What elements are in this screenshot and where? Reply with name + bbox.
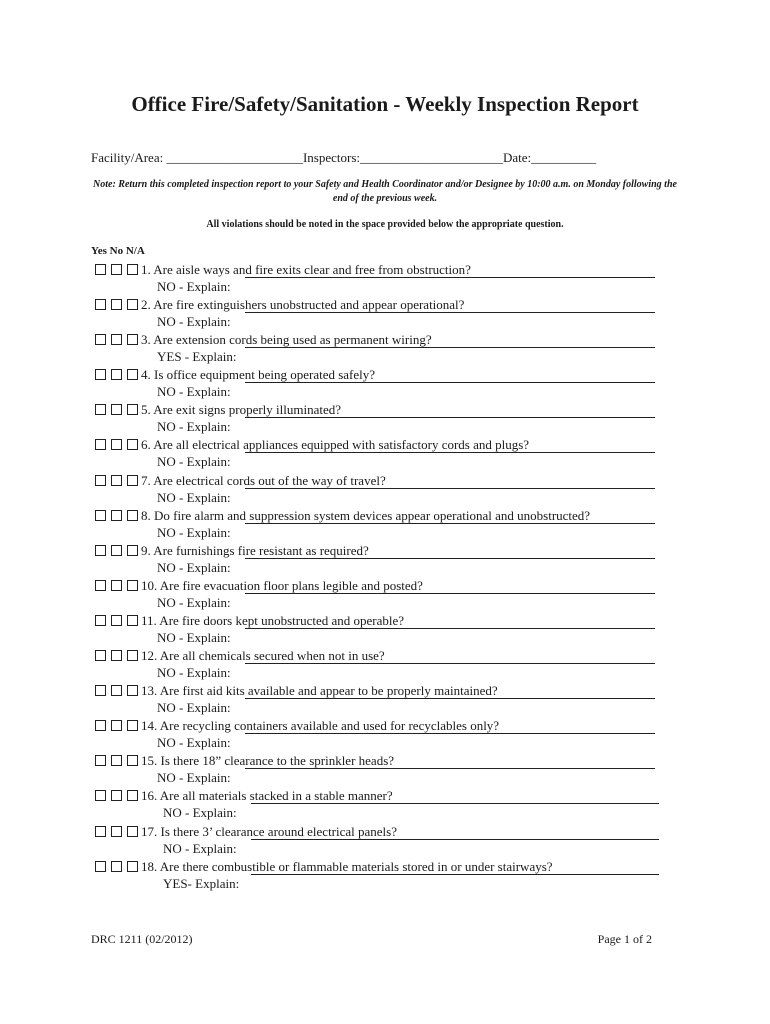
explain-answer-line[interactable] [245,347,655,348]
explain-label: YES- Explain: [163,875,240,891]
na-checkbox[interactable] [127,685,138,696]
question-item [95,787,665,822]
explain-label: NO - Explain: [157,384,231,400]
explain-answer-line[interactable] [245,593,655,594]
page-number: Page 1 of 2 [597,932,652,946]
question-item [95,752,665,787]
question-item [95,366,665,401]
explain-answer-line[interactable] [245,523,655,524]
question-item [95,717,665,752]
no-checkbox[interactable] [111,439,122,450]
question-text: 18. Are there combustible or flammable materials stored in or under stairways? [141,858,553,874]
question-line [95,331,432,348]
yes-checkbox[interactable] [95,404,106,415]
explain-row [157,453,231,470]
yes-checkbox[interactable] [95,334,106,345]
explain-row [163,840,237,857]
question-item [95,436,665,471]
explain-answer-line[interactable] [251,839,659,840]
explain-label: NO - Explain: [157,665,231,681]
question-text: 10. Are fire evacuation floor plans legible and posted? [141,577,423,593]
question-item [95,682,665,717]
yes-checkbox[interactable] [95,720,106,731]
question-line [95,823,397,840]
question-line [95,647,385,664]
question-item [95,647,665,682]
question-text: 1. Are aisle ways and fire exits clear and free from obstruction? [141,262,471,277]
explain-row [157,559,231,576]
question-item [95,577,665,612]
question-line [95,682,498,699]
na-checkbox[interactable] [127,510,138,521]
explain-row [157,699,231,716]
explain-label: NO - Explain: [157,700,231,716]
explain-label: NO - Explain: [163,805,237,821]
na-checkbox[interactable] [127,790,138,801]
yes-checkbox[interactable] [95,615,106,626]
no-checkbox[interactable] [111,615,122,626]
na-checkbox[interactable] [127,475,138,486]
question-line [95,787,393,804]
no-checkbox[interactable] [111,650,122,661]
yes-checkbox[interactable] [95,826,106,837]
question-item [95,612,665,647]
explain-answer-line[interactable] [251,803,659,804]
question-text: 12. Are all chemicals secured when not in use? [141,648,385,664]
question-text: 14. Are recycling containers available and used for recyclables only? [141,718,500,734]
na-checkbox[interactable] [127,334,138,345]
question-line [95,858,553,875]
explain-answer-line[interactable] [245,733,655,734]
explain-label: NO - Explain: [157,629,231,645]
explain-answer-line[interactable] [245,312,655,313]
explain-label: NO - Explain: [157,770,231,786]
explain-row [157,278,231,295]
na-checkbox[interactable] [127,755,138,766]
question-text: 16. Are all materials stacked in a stable manner? [141,788,393,804]
no-checkbox[interactable] [111,685,122,696]
no-checkbox[interactable] [111,334,122,345]
explain-label: NO - Explain: [157,735,231,751]
yes-checkbox[interactable] [95,439,106,450]
question-item [95,296,665,331]
explain-label: NO - Explain: [157,489,231,505]
na-checkbox[interactable] [127,650,138,661]
na-checkbox[interactable] [127,826,138,837]
facility-inspectors-date-line: Facility/Area: _____________________Inspectors:______________________Date:__________ [91,150,597,165]
yes-checkbox[interactable] [95,790,106,801]
question-item [95,331,665,366]
question-text: 8. Do fire alarm and suppression system devices appear operational and unobstructed? [141,507,591,523]
explain-label: YES - Explain: [157,349,237,365]
na-checkbox[interactable] [127,861,138,872]
question-text: 9. Are furnishings fire resistant as required? [141,542,369,558]
question-text: 5. Are exit signs properly illuminated? [141,402,342,418]
explain-row [163,875,239,892]
explain-answer-line[interactable] [245,663,655,664]
question-line [95,436,529,453]
question-line [95,472,386,489]
na-checkbox[interactable] [127,369,138,380]
violations-note: All violations should be noted in the space provided below the appropriate question. [206,219,564,230]
no-checkbox[interactable] [111,510,122,521]
yes-checkbox[interactable] [95,264,106,275]
explain-row [163,804,237,821]
question-text: 4. Is office equipment being operated safely? [141,367,376,383]
na-checkbox[interactable] [127,299,138,310]
explain-label: NO - Explain: [163,840,237,856]
return-note: Note: Return this completed inspection report to your Safety and Health Coordinator and/or Designee by 10:00 a.m. on Monday following the end of the previous week. [93,179,677,204]
question-line [95,261,471,278]
answer-column-headers: Yes No N/A [91,245,145,257]
question-text: 3. Are extension cords being used as permanent wiring? [141,332,432,348]
explain-answer-line[interactable] [245,698,655,699]
page-title: Office Fire/Safety/Sanitation - Weekly Inspection Report [131,92,639,116]
question-text: 13. Are first aid kits available and appear to be properly maintained? [141,683,498,699]
question-line [95,366,375,383]
explain-answer-line[interactable] [251,874,659,875]
no-checkbox[interactable] [111,475,122,486]
no-checkbox[interactable] [111,369,122,380]
explain-row [157,418,231,435]
explain-row [157,489,231,506]
yes-checkbox[interactable] [95,299,106,310]
no-checkbox[interactable] [111,861,122,872]
yes-checkbox[interactable] [95,685,106,696]
question-item [95,401,665,436]
question-line [95,401,341,418]
no-checkbox[interactable] [111,404,122,415]
explain-row [157,769,231,786]
explain-row [157,594,231,611]
explain-label: NO - Explain: [157,454,231,470]
question-item [95,261,665,296]
no-checkbox[interactable] [111,790,122,801]
question-text: 15. Is there 18” clearance to the sprinkler heads? [141,753,395,769]
yes-checkbox[interactable] [95,475,106,486]
explain-answer-line[interactable] [245,452,655,453]
yes-checkbox[interactable] [95,861,106,872]
no-checkbox[interactable] [111,826,122,837]
explain-answer-line[interactable] [245,488,655,489]
yes-checkbox[interactable] [95,545,106,556]
no-checkbox[interactable] [111,720,122,731]
no-checkbox[interactable] [111,545,122,556]
explain-answer-line[interactable] [245,382,655,383]
question-item [95,507,665,542]
question-text: 2. Are fire extinguishers unobstructed and appear operational? [141,297,465,313]
yes-checkbox[interactable] [95,580,106,591]
explain-label: NO - Explain: [157,419,231,435]
explain-row [157,664,231,681]
question-line [95,752,394,769]
yes-checkbox[interactable] [95,510,106,521]
explain-row [157,348,236,365]
explain-label: NO - Explain: [157,559,231,575]
explain-answer-line[interactable] [245,277,655,278]
na-checkbox[interactable] [127,720,138,731]
na-checkbox[interactable] [127,404,138,415]
question-text: 6. Are all electrical appliances equipped with satisfactory cords and plugs? [141,437,530,453]
question-line [95,296,464,313]
explain-answer-line[interactable] [245,417,655,418]
question-line [95,542,369,559]
explain-answer-line[interactable] [245,628,655,629]
explain-label: NO - Explain: [157,279,231,294]
no-checkbox[interactable] [111,755,122,766]
question-item [95,858,665,893]
no-checkbox[interactable] [111,264,122,275]
explain-label: NO - Explain: [157,594,231,610]
explain-row [157,734,231,751]
na-checkbox[interactable] [127,615,138,626]
yes-checkbox[interactable] [95,755,106,766]
na-checkbox[interactable] [127,264,138,275]
explain-row [157,524,231,541]
question-text: 11. Are fire doors kept unobstructed and operable? [141,612,405,628]
question-text: 17. Is there 3’ clearance around electrical panels? [141,823,398,839]
no-checkbox[interactable] [111,299,122,310]
explain-label: NO - Explain: [157,314,231,330]
explain-answer-line[interactable] [245,558,655,559]
na-checkbox[interactable] [127,545,138,556]
question-line [95,717,499,734]
explain-row [157,629,231,646]
explain-answer-line[interactable] [245,768,655,769]
question-item [95,472,665,507]
question-item [95,542,665,577]
question-item [95,823,665,858]
yes-checkbox[interactable] [95,650,106,661]
na-checkbox[interactable] [127,580,138,591]
explain-row [157,313,231,330]
yes-checkbox[interactable] [95,369,106,380]
question-line [95,577,423,594]
question-line [95,612,404,629]
question-text: 7. Are electrical cords out of the way of travel? [141,472,386,488]
question-line [95,507,590,524]
na-checkbox[interactable] [127,439,138,450]
question-list [95,261,665,893]
explain-label: NO - Explain: [157,524,231,540]
form-id: DRC 1211 (02/2012) [91,932,193,946]
explain-row [157,383,231,400]
no-checkbox[interactable] [111,580,122,591]
